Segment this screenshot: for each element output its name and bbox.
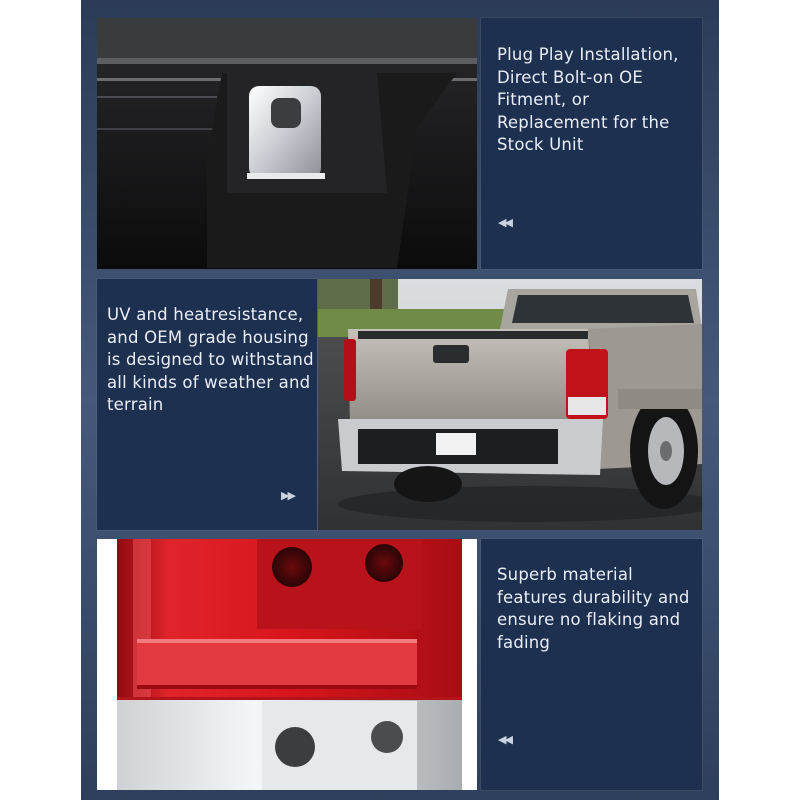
mounting-clip-photo [97,18,477,269]
right-arrows-icon: ▶▶ [281,489,294,502]
material-text: Superb material features durability and ensure no flaking and fading [497,565,690,652]
weather-panel [97,279,317,530]
truck-photo [318,279,702,530]
left-arrows-icon: ◀◀ [498,733,511,746]
weather-text: UV and heatresistance, and OEM grade housing is designed to withstand all kinds of weather and terrain [107,305,314,414]
install-text: Plug Play Installation, Direct Bolt-on OE Fitment, or Replacement for the Stock Unit [497,45,679,154]
install-panel [481,18,702,269]
material-panel [481,539,702,790]
tail-light-photo [97,539,477,790]
left-arrows-icon: ◀◀ [498,216,511,229]
